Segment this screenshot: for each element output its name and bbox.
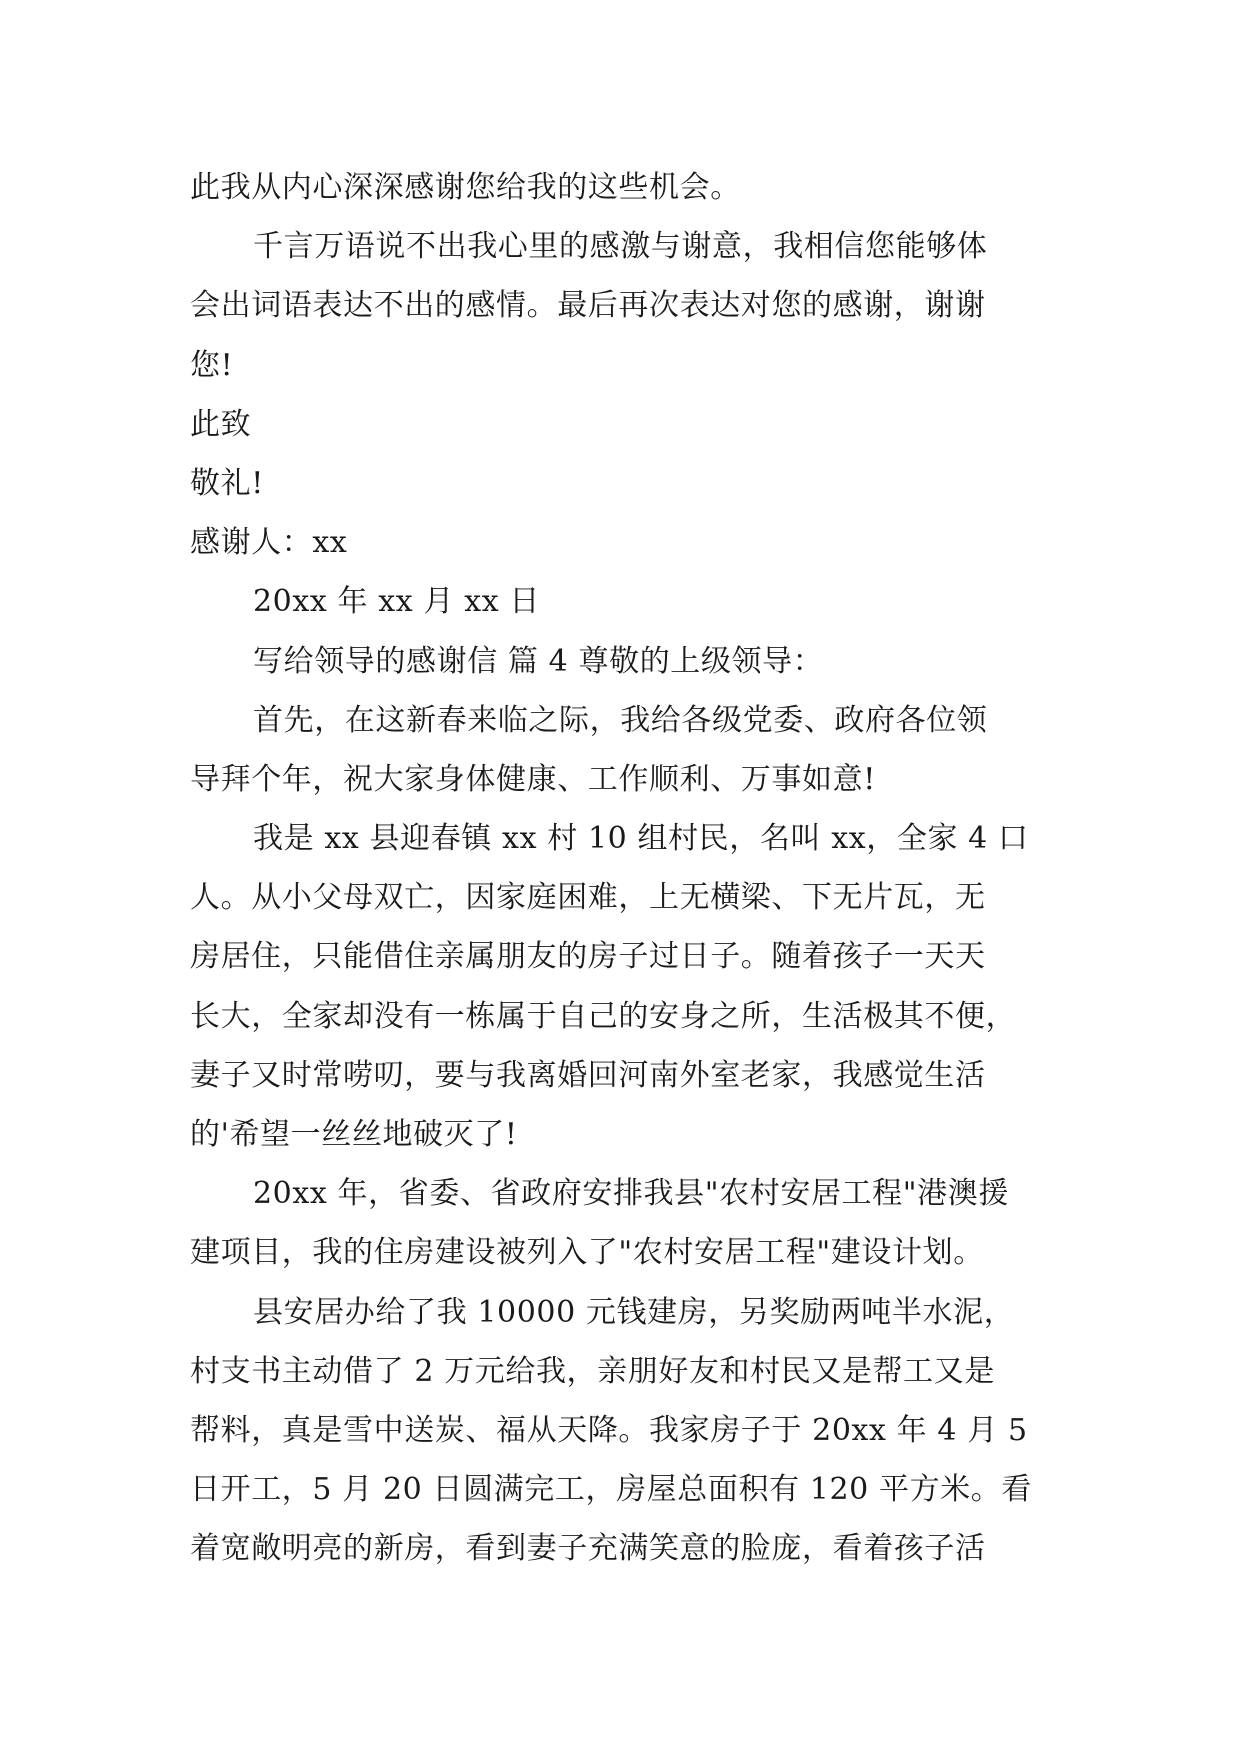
paragraph-line: 此我从内心深深感谢您给我的这些机会。 [190, 170, 741, 205]
paragraph-line: 我是 xx 县迎春镇 xx 村 10 组村民，名叫 xx，全家 4 口 [253, 821, 1029, 857]
paragraph-line: 房居住，只能借住亲属朋友的房子过日子。随着孩子一天天 [190, 939, 986, 975]
paragraph-line: 的'希望一丝丝地破灭了! [190, 1117, 518, 1152]
paragraph-line: 人。从小父母双亡，因家庭困难，上无横梁、下无片瓦，无 [190, 880, 986, 916]
paragraph-line: 县安居办给了我 10000 元钱建房，另奖励两吨半水泥， [253, 1294, 1015, 1330]
section-heading: 写给领导的感谢信 篇 4 尊敬的上级领导： [253, 643, 824, 679]
paragraph-line: 长大，全家却没有一栋属于自己的安身之所，生活极其不便， [190, 998, 1017, 1034]
closing-salutation: 此致 [190, 406, 252, 442]
paragraph-line: 建项目，我的住房建设被列入了"农村安居工程"建设计划。 [190, 1235, 984, 1271]
paragraph-line: 您! [190, 347, 234, 383]
paragraph-line: 导拜个年，祝大家身体健康、工作顺利、万事如意! [190, 761, 876, 797]
paragraph-line: 首先，在这新春来临之际，我给各级党委、政府各位领 [253, 702, 988, 738]
paragraph-line: 村支书主动借了 2 万元给我，亲朋好友和村民又是帮工又是 [190, 1353, 995, 1389]
signature-line: 感谢人：xx [190, 525, 348, 561]
closing-regards: 敬礼! [190, 465, 264, 501]
paragraph-line: 着宽敞明亮的新房，看到妻子充满笑意的脸庞，看着孩子活 [190, 1531, 986, 1567]
paragraph-line: 帮料，真是雪中送炭、福从天降。我家房子于 20xx 年 4 月 5 [190, 1412, 1028, 1448]
paragraph-line: 千言万语说不出我心里的感激与谢意，我相信您能够体 [253, 229, 988, 265]
paragraph-line: 妻子又时常唠叨，要与我离婚回河南外室老家，我感觉生活 [190, 1057, 986, 1093]
paragraph-line: 20xx 年，省委、省政府安排我县"农村安居工程"港澳援 [253, 1176, 1009, 1212]
date-line: 20xx 年 xx 月 xx 日 [253, 584, 540, 620]
paragraph-line: 会出词语表达不出的感情。最后再次表达对您的感谢，谢谢 [190, 288, 986, 324]
document-body [190, 158, 1060, 1579]
paragraph-line: 日开工，5 月 20 日圆满完工，房屋总面积有 120 平方米。看 [190, 1472, 1033, 1508]
